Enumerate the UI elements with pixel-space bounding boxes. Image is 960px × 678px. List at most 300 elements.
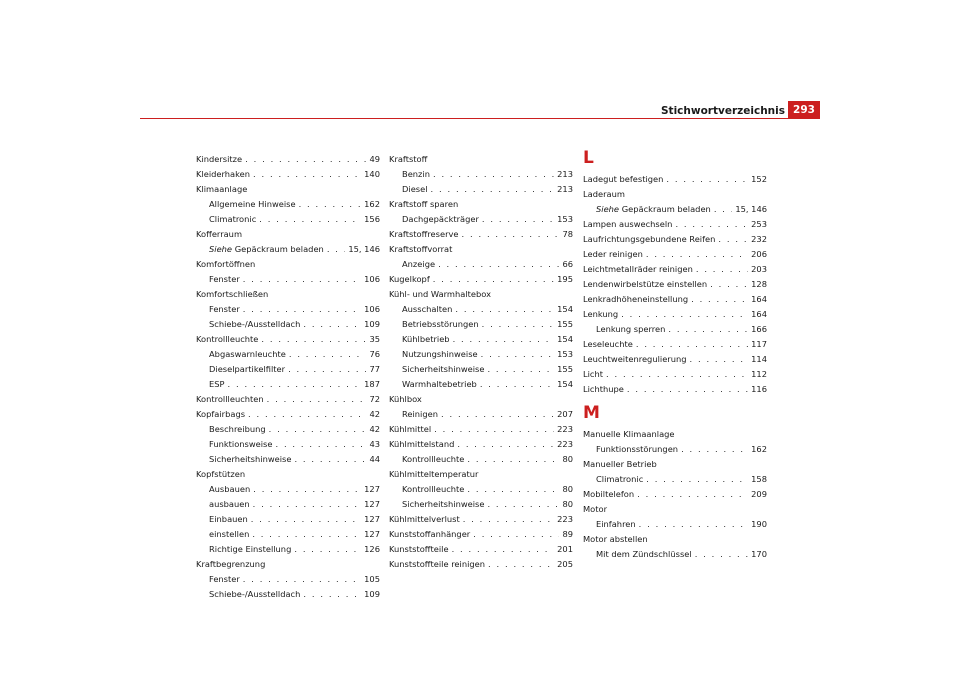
- index-entry: [389, 392, 573, 407]
- page-reference: 15, 146: [735, 204, 767, 214]
- entry-label: Einbauen: [209, 514, 248, 524]
- entry-label: Kraftstoff sparen: [389, 199, 459, 209]
- dot-leader: [482, 317, 554, 332]
- index-subentry: [196, 197, 380, 212]
- entry-label: Motor abstellen: [583, 534, 648, 544]
- entry-label: Lampen auswechseln: [583, 219, 673, 229]
- index-subentry: [196, 242, 380, 257]
- entry-label: [596, 202, 711, 217]
- index-entry: [583, 502, 767, 517]
- dot-leader: [463, 512, 554, 527]
- page-reference: 42: [369, 424, 380, 434]
- index-entry: [196, 332, 380, 347]
- index-entry: [196, 392, 380, 407]
- dot-leader: [666, 172, 748, 187]
- page-reference: 164: [751, 309, 767, 319]
- dot-leader: [252, 527, 361, 542]
- page-reference: 42: [369, 409, 380, 419]
- index-subentry: [196, 347, 380, 362]
- entry-label: Kühlmittel: [389, 424, 432, 434]
- page-reference: 152: [751, 174, 767, 184]
- entry-label: Lendenwirbelstütze einstellen: [583, 279, 708, 289]
- page-reference: 76: [369, 349, 380, 359]
- dot-leader: [243, 272, 361, 287]
- dot-leader: [467, 452, 559, 467]
- page-reference: 77: [369, 364, 380, 374]
- index-entry: [583, 262, 767, 277]
- dot-leader: [259, 212, 361, 227]
- entry-label: Climatronic: [596, 474, 644, 484]
- page-reference: 253: [751, 219, 767, 229]
- section-m-entries: [583, 427, 767, 562]
- entry-label: Sicherheitshinweise: [402, 499, 485, 509]
- dot-leader: [690, 352, 749, 367]
- dot-leader: [289, 347, 367, 362]
- entry-label: Komfortschließen: [196, 289, 269, 299]
- dot-leader: [267, 392, 367, 407]
- entry-label: Ladegut befestigen: [583, 174, 664, 184]
- index-entry: [389, 527, 573, 542]
- index-subentry: [583, 322, 767, 337]
- entry-label: Benzin: [402, 169, 430, 179]
- index-entry: [196, 467, 380, 482]
- page-reference: 127: [364, 499, 380, 509]
- dot-leader: [438, 257, 559, 272]
- entry-label: Kraftbegrenzung: [196, 559, 266, 569]
- index-entry: [196, 227, 380, 242]
- index-entry: [583, 352, 767, 367]
- page-reference: 109: [364, 589, 380, 599]
- entry-label: Motor: [583, 504, 607, 514]
- dot-leader: [488, 557, 554, 572]
- entry-label: Komfortöffnen: [196, 259, 256, 269]
- index-entry: [196, 407, 380, 422]
- page-reference: 106: [364, 304, 380, 314]
- index-subentry: [196, 482, 380, 497]
- index-subentry: [389, 407, 573, 422]
- dot-leader: [691, 292, 748, 307]
- page-reference: 162: [751, 444, 767, 454]
- page-reference: 44: [369, 454, 380, 464]
- page-reference: 72: [369, 394, 380, 404]
- page-reference: 89: [562, 529, 573, 539]
- page-reference: 49: [369, 154, 380, 164]
- page-reference: 232: [751, 234, 767, 244]
- dot-leader: [275, 437, 366, 452]
- index-subentry: [389, 362, 573, 377]
- page-reference: 155: [557, 319, 573, 329]
- dot-leader: [441, 407, 554, 422]
- entry-label: Kontrollleuchte: [196, 334, 259, 344]
- index-subentry: [196, 377, 380, 392]
- index-subentry: [196, 272, 380, 287]
- dot-leader: [675, 217, 748, 232]
- index-entry: [583, 217, 767, 232]
- section-letter-l: L: [583, 148, 594, 168]
- entry-label: Anzeige: [402, 259, 436, 269]
- index-entry: [389, 437, 573, 452]
- page-reference: 154: [557, 304, 573, 314]
- dot-leader: [431, 182, 555, 197]
- page-reference: 158: [751, 474, 767, 484]
- index-entry: [389, 197, 573, 212]
- dot-leader: [482, 212, 554, 227]
- page-reference: 78: [562, 229, 573, 239]
- index-entry: [196, 557, 380, 572]
- dot-leader: [621, 307, 748, 322]
- dot-leader: [433, 272, 554, 287]
- entry-label: Kühlmittelverlust: [389, 514, 460, 524]
- index-subentry: [196, 302, 380, 317]
- dot-leader: [228, 377, 362, 392]
- entry-label: Laufrichtungsgebundene Reifen: [583, 234, 716, 244]
- page-reference: 213: [557, 184, 573, 194]
- entry-label: Schiebe-/Ausstelldach: [209, 319, 301, 329]
- page-reference: 164: [751, 294, 767, 304]
- page-reference: 154: [557, 379, 573, 389]
- index-entry: [389, 152, 573, 167]
- dot-leader: [251, 512, 361, 527]
- page-reference: 35: [369, 334, 380, 344]
- page-reference: 154: [557, 334, 573, 344]
- index-entry: [583, 232, 767, 247]
- dot-leader: [453, 332, 555, 347]
- entry-label: Klimaanlage: [196, 184, 248, 194]
- entry-label: Kunststoffteile: [389, 544, 449, 554]
- entry-label-text: Gepäckraum beladen: [621, 204, 711, 214]
- index-subentry: [389, 167, 573, 182]
- index-subentry: [583, 547, 767, 562]
- page-reference: 203: [751, 264, 767, 274]
- entry-label: Kontrollleuchte: [402, 454, 465, 464]
- entry-label: Diesel: [402, 184, 428, 194]
- page-title: Stichwortverzeichnis: [661, 105, 785, 117]
- entry-label: Leuchtweitenregulierung: [583, 354, 687, 364]
- index-subentry: [196, 542, 380, 557]
- dot-leader: [467, 482, 559, 497]
- entry-label: Climatronic: [209, 214, 257, 224]
- entry-label: Lenkung sperren: [596, 324, 666, 334]
- entry-label: Dieselpartikelfilter: [209, 364, 286, 374]
- index-entry: [583, 292, 767, 307]
- entry-label: Sicherheitshinweise: [402, 364, 485, 374]
- dot-leader: [261, 332, 366, 347]
- page-reference: 127: [364, 514, 380, 524]
- dot-leader: [327, 242, 346, 257]
- entry-label: Kühlmitteltemperatur: [389, 469, 479, 479]
- dot-leader: [646, 472, 748, 487]
- entry-label: Kühlbox: [389, 394, 422, 404]
- entry-label: Mobiltelefon: [583, 489, 635, 499]
- index-subentry: [196, 212, 380, 227]
- dot-leader: [243, 572, 361, 587]
- index-entry: [196, 287, 380, 302]
- entry-label: Richtige Einstellung: [209, 544, 292, 554]
- entry-label: Kugelkopf: [389, 274, 430, 284]
- entry-label: Laderaum: [583, 189, 625, 199]
- dot-leader: [457, 437, 554, 452]
- page-reference: 105: [364, 574, 380, 584]
- page-reference: 112: [751, 369, 767, 379]
- dot-leader: [681, 442, 748, 457]
- dot-leader: [668, 322, 748, 337]
- entry-label: Schiebe-/Ausstelldach: [209, 589, 301, 599]
- entry-label: Betriebsstörungen: [402, 319, 479, 329]
- section-letter-m: M: [583, 403, 600, 423]
- entry-label: Sicherheitshinweise: [209, 454, 292, 464]
- dot-leader: [637, 487, 748, 502]
- entry-label: Kofferraum: [196, 229, 243, 239]
- index-entry: [389, 467, 573, 482]
- entry-label: Mit dem Zündschlüssel: [596, 549, 692, 559]
- dot-leader: [243, 302, 361, 317]
- index-subentry: [196, 572, 380, 587]
- page-reference: 205: [557, 559, 573, 569]
- page-reference: 153: [557, 214, 573, 224]
- index-subentry: [196, 527, 380, 542]
- entry-label: Lenkradhöheneinstellung: [583, 294, 689, 304]
- dot-leader: [303, 587, 361, 602]
- dot-leader: [480, 377, 554, 392]
- page-reference: 140: [364, 169, 380, 179]
- index-entry: [389, 242, 573, 257]
- dot-leader: [487, 362, 554, 377]
- index-subentry: [196, 422, 380, 437]
- page-reference: 116: [751, 384, 767, 394]
- entry-label: Einfahren: [596, 519, 636, 529]
- entry-label: Beschreibung: [209, 424, 266, 434]
- index-entry: [583, 172, 767, 187]
- index-entry: [196, 182, 380, 197]
- index-subentry: [389, 302, 573, 317]
- page-reference: 162: [364, 199, 380, 209]
- index-subentry: [583, 517, 767, 532]
- page-reference: 128: [751, 279, 767, 289]
- index-subentry: [583, 472, 767, 487]
- index-subentry: [196, 512, 380, 527]
- section-l-entries: [583, 172, 767, 397]
- page-reference: 195: [557, 274, 573, 284]
- index-column-3: [583, 148, 767, 562]
- index-subentry: [196, 317, 380, 332]
- page-number-badge: 293: [788, 101, 820, 119]
- entry-label: Kopfairbags: [196, 409, 246, 419]
- dot-leader: [269, 422, 367, 437]
- page-reference: 114: [751, 354, 767, 364]
- page-reference: 80: [562, 484, 573, 494]
- dot-leader: [481, 347, 555, 362]
- index-subentry: [389, 452, 573, 467]
- index-subentry: [389, 332, 573, 347]
- page-reference: 15, 146: [348, 244, 380, 254]
- entry-label: Manueller Betrieb: [583, 459, 657, 469]
- entry-label: Kühlbetrieb: [402, 334, 450, 344]
- dot-leader: [696, 262, 748, 277]
- index-subentry: [389, 347, 573, 362]
- page-reference: 80: [562, 454, 573, 464]
- entry-label: Abgaswarnleuchte: [209, 349, 286, 359]
- dot-leader: [253, 482, 361, 497]
- dot-leader: [627, 382, 748, 397]
- page-reference: 207: [557, 409, 573, 419]
- page-reference: 66: [562, 259, 573, 269]
- entry-label: Fenster: [209, 574, 240, 584]
- index-entry: [389, 422, 573, 437]
- page-reference: 213: [557, 169, 573, 179]
- index-subentry: [196, 452, 380, 467]
- dot-leader: [487, 497, 559, 512]
- dot-leader: [253, 497, 362, 512]
- index-entry: [389, 287, 573, 302]
- dot-leader: [606, 367, 748, 382]
- entry-label: Reinigen: [402, 409, 438, 419]
- page-reference: 117: [751, 339, 767, 349]
- page-reference: 166: [751, 324, 767, 334]
- entry-label: Kindersitze: [196, 154, 243, 164]
- entry-label: Kleiderhaken: [196, 169, 251, 179]
- page-reference: 190: [751, 519, 767, 529]
- index-entry: [583, 247, 767, 262]
- entry-label: Manuelle Klimaanlage: [583, 429, 675, 439]
- page-reference: 170: [751, 549, 767, 559]
- index-entry: [389, 272, 573, 287]
- page-reference: 223: [557, 424, 573, 434]
- dot-leader: [718, 232, 748, 247]
- index-subentry: [389, 482, 573, 497]
- dot-leader: [299, 197, 362, 212]
- entry-label: einstellen: [209, 529, 250, 539]
- page-reference: 206: [751, 249, 767, 259]
- entry-label: Kühl- und Warmhaltebox: [389, 289, 492, 299]
- entry-label: Leder reinigen: [583, 249, 643, 259]
- index-subentry: [196, 587, 380, 602]
- index-entry: [583, 382, 767, 397]
- page-reference: 223: [557, 514, 573, 524]
- dot-leader: [636, 337, 748, 352]
- index-subentry: [196, 362, 380, 377]
- dot-leader: [646, 247, 748, 262]
- index-entry: [196, 257, 380, 272]
- index-entry: [389, 227, 573, 242]
- see-reference: Siehe: [209, 244, 233, 254]
- dot-leader: [462, 227, 560, 242]
- page-reference: 127: [364, 484, 380, 494]
- entry-label: Ausbauen: [209, 484, 251, 494]
- entry-label: Fenster: [209, 274, 240, 284]
- index-entry: [583, 532, 767, 547]
- index-entry: [583, 337, 767, 352]
- index-entry: [389, 557, 573, 572]
- index-subentry: [389, 497, 573, 512]
- entry-label: Funktionsweise: [209, 439, 273, 449]
- entry-label: Kontrollleuchten: [196, 394, 264, 404]
- index-entry: [583, 427, 767, 442]
- entry-label: Allgemeine Hinweise: [209, 199, 296, 209]
- entry-label: Dachgepäckträger: [402, 214, 479, 224]
- index-subentry: [196, 437, 380, 452]
- entry-label: Lichthupe: [583, 384, 624, 394]
- index-entry: [583, 187, 767, 202]
- entry-label: [209, 242, 324, 257]
- index-entry: [583, 277, 767, 292]
- entry-label: Kraftstoffreserve: [389, 229, 459, 239]
- entry-label: Ausschalten: [402, 304, 453, 314]
- dot-leader: [473, 527, 559, 542]
- index-entry: [583, 457, 767, 472]
- index-entry: [389, 542, 573, 557]
- index-entry: [196, 152, 380, 167]
- dot-leader: [433, 167, 554, 182]
- entry-label: Kontrollleuchte: [402, 484, 465, 494]
- index-subentry: [389, 317, 573, 332]
- page-reference: 223: [557, 439, 573, 449]
- entry-label-text: Gepäckraum beladen: [234, 244, 324, 254]
- index-subentry: [389, 257, 573, 272]
- page-reference: 126: [364, 544, 380, 554]
- entry-label: Lenkung: [583, 309, 619, 319]
- index-subentry: [196, 497, 380, 512]
- dot-leader: [710, 277, 748, 292]
- dot-leader: [245, 152, 366, 167]
- entry-label: Leichtmetallräder reinigen: [583, 264, 693, 274]
- entry-label: Kraftstoffvorrat: [389, 244, 453, 254]
- entry-label: Fenster: [209, 304, 240, 314]
- see-reference: Siehe: [596, 204, 620, 214]
- entry-label: Warmhaltebetrieb: [402, 379, 477, 389]
- page-reference: 201: [557, 544, 573, 554]
- index-entry: [583, 367, 767, 382]
- entry-label: Leseleuchte: [583, 339, 633, 349]
- dot-leader: [303, 317, 361, 332]
- page-reference: 187: [364, 379, 380, 389]
- page-reference: 209: [751, 489, 767, 499]
- entry-label: ESP: [209, 379, 225, 389]
- index-subentry: [389, 377, 573, 392]
- entry-label: Kunststoffanhänger: [389, 529, 471, 539]
- entry-label: Kopfstützen: [196, 469, 246, 479]
- dot-leader: [248, 407, 366, 422]
- dot-leader: [452, 542, 555, 557]
- index-entry: [196, 167, 380, 182]
- index-subentry: [389, 212, 573, 227]
- header-rule: [140, 118, 820, 119]
- page-reference: 106: [364, 274, 380, 284]
- dot-leader: [695, 547, 748, 562]
- index-entry: [583, 307, 767, 322]
- entry-label: Kühlmittelstand: [389, 439, 455, 449]
- page-reference: 156: [364, 214, 380, 224]
- index-entry: [583, 487, 767, 502]
- entry-label: Kraftstoff: [389, 154, 428, 164]
- index-entry: [389, 512, 573, 527]
- entry-label: Licht: [583, 369, 604, 379]
- dot-leader: [434, 422, 554, 437]
- dot-leader: [714, 202, 733, 217]
- page-reference: 80: [562, 499, 573, 509]
- dot-leader: [294, 542, 361, 557]
- page-reference: 43: [369, 439, 380, 449]
- entry-label: Funktionsstörungen: [596, 444, 679, 454]
- entry-label: Nutzungshinweise: [402, 349, 478, 359]
- page-reference: 153: [557, 349, 573, 359]
- dot-leader: [253, 167, 361, 182]
- page-reference: 109: [364, 319, 380, 329]
- page-reference: 127: [364, 529, 380, 539]
- entry-label: ausbauen: [209, 499, 250, 509]
- dot-leader: [294, 452, 366, 467]
- dot-leader: [455, 302, 554, 317]
- dot-leader: [288, 362, 366, 377]
